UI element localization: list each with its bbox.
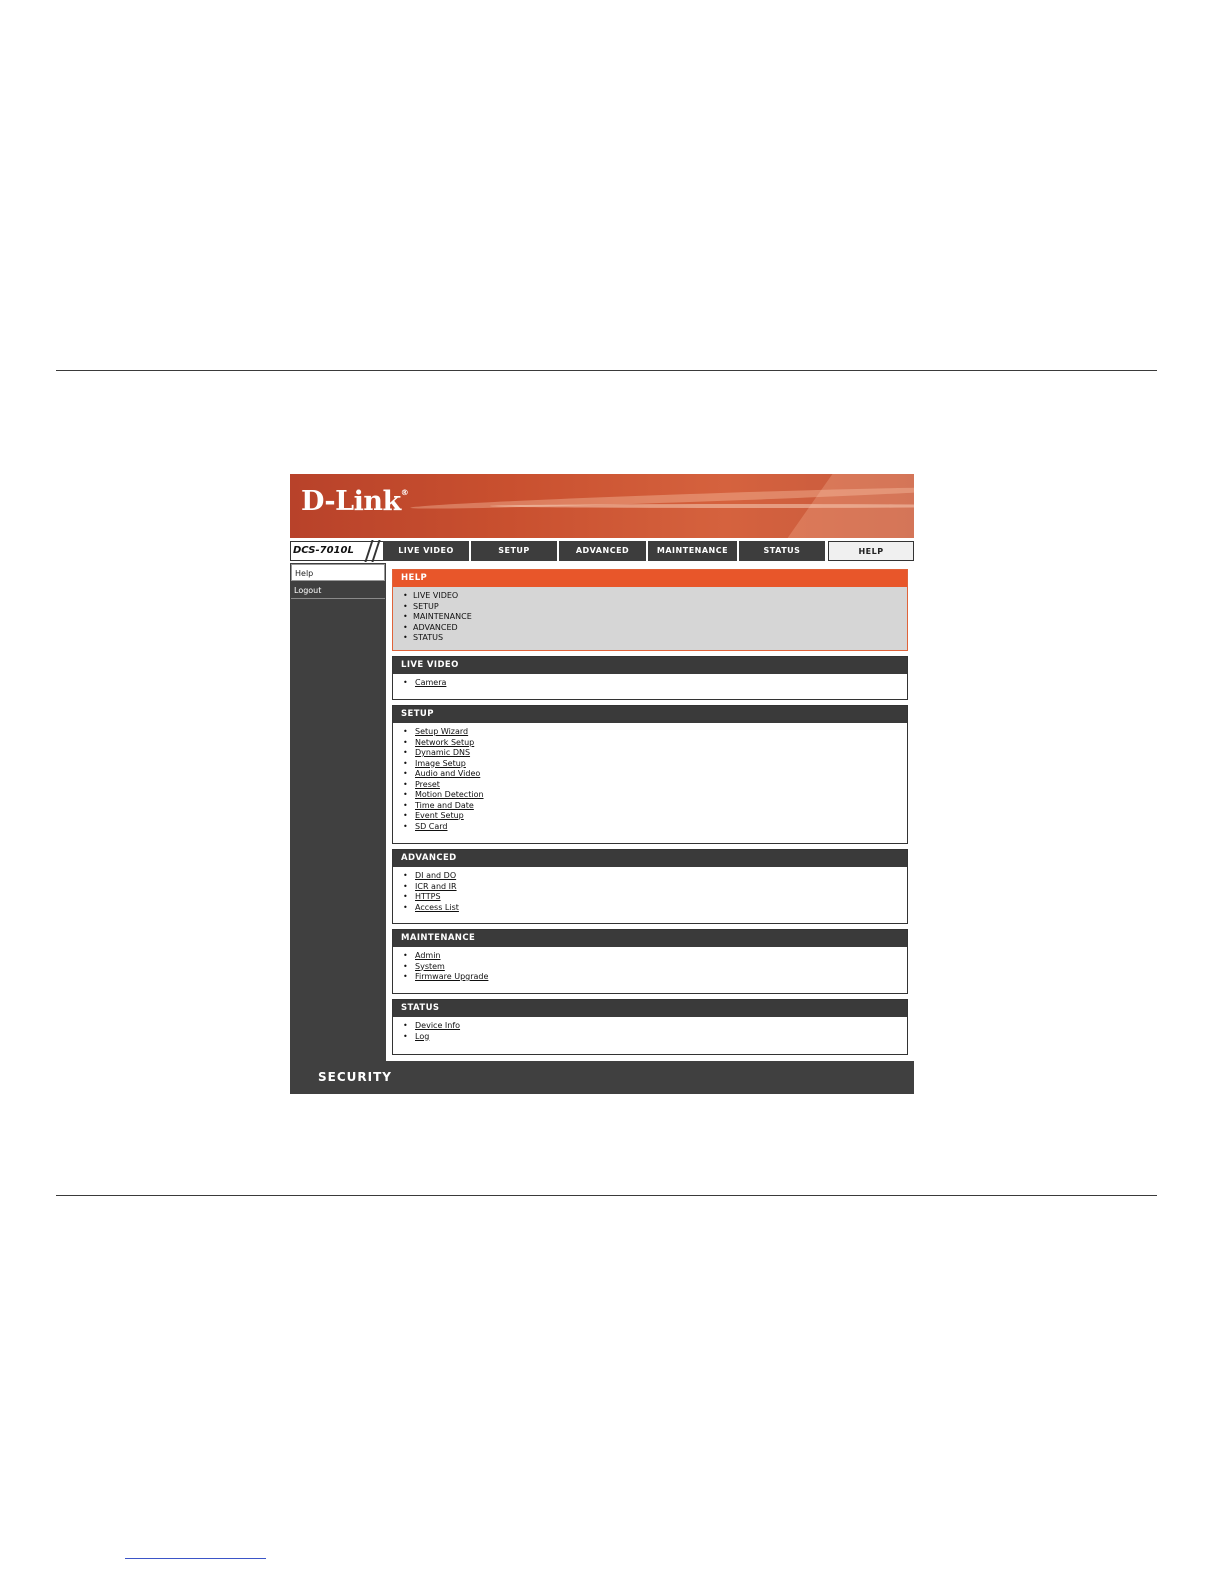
link-camera[interactable]: Camera	[415, 678, 447, 687]
section-title-setup: SETUP	[393, 706, 907, 723]
link-firmware-upgrade[interactable]: Firmware Upgrade	[415, 972, 489, 981]
sidebar-item-logout[interactable]: Logout	[291, 582, 385, 599]
link-log[interactable]: Log	[415, 1031, 430, 1041]
link-dynamic-dns[interactable]: Dynamic DNS	[415, 748, 471, 757]
link-network-setup[interactable]: Network Setup	[415, 737, 475, 747]
link-https[interactable]: HTTPS	[415, 892, 441, 901]
sidebar	[290, 563, 386, 1061]
help-panel-title: HELP	[393, 570, 907, 587]
link-access-list[interactable]: Access List	[415, 902, 459, 912]
live-video-section	[392, 656, 908, 700]
link-di-and-do[interactable]: DI and DO	[415, 871, 457, 880]
link-sd-card[interactable]: SD Card	[415, 821, 448, 831]
section-title-maintenance: MAINTENANCE	[393, 930, 907, 947]
link-event-setup[interactable]: Event Setup	[415, 811, 464, 820]
link-audio-and-video[interactable]: Audio and Video	[415, 769, 481, 778]
link-system[interactable]: System	[415, 961, 445, 971]
section-title-status: STATUS	[393, 1000, 907, 1017]
dlink-banner	[290, 474, 914, 538]
help-list-item: • ADVANCED	[413, 623, 907, 634]
section-title-live-video: LIVE VIDEO	[393, 657, 907, 674]
security-wordmark: SECURITY	[318, 1070, 392, 1084]
tab-status[interactable]: STATUS	[739, 541, 827, 561]
slash-divider-icon	[356, 541, 380, 561]
advanced-section	[392, 849, 908, 924]
link-icr-and-ir[interactable]: ICR and IR	[415, 881, 457, 891]
bottom-divider	[56, 1195, 1157, 1196]
status-section	[392, 999, 908, 1055]
footnote-link-underline	[125, 1558, 266, 1559]
tab-help[interactable]: HELP	[828, 541, 914, 561]
link-device-info[interactable]: Device Info	[415, 1021, 461, 1030]
tab-live-video[interactable]: LIVE VIDEO	[383, 541, 471, 561]
sidebar-item-help[interactable]: Help	[291, 564, 385, 581]
link-setup-wizard[interactable]: Setup Wizard	[415, 727, 469, 736]
help-list-item: • SETUP	[413, 602, 907, 613]
link-admin[interactable]: Admin	[415, 951, 441, 960]
setup-section	[392, 705, 908, 844]
help-summary-panel	[392, 569, 908, 651]
tab-advanced[interactable]: ADVANCED	[559, 541, 648, 561]
help-list-item: • MAINTENANCE	[413, 612, 907, 623]
link-motion-detection[interactable]: Motion Detection	[415, 790, 484, 799]
link-time-and-date[interactable]: Time and Date	[415, 800, 474, 810]
tab-setup[interactable]: SETUP	[471, 541, 559, 561]
top-navigation	[290, 541, 914, 561]
security-footer-bar	[290, 1061, 914, 1094]
link-image-setup[interactable]: Image Setup	[415, 758, 466, 768]
top-divider	[56, 370, 1157, 371]
link-preset[interactable]: Preset	[415, 779, 440, 789]
dlink-logo: D-Link®	[301, 486, 409, 517]
help-list-item: • STATUS	[413, 633, 907, 644]
model-label: DCS-7010L	[290, 541, 386, 561]
camera-web-ui-screenshot	[290, 474, 914, 1094]
section-title-advanced: ADVANCED	[393, 850, 907, 867]
help-list-item: • LIVE VIDEO	[413, 591, 907, 602]
tab-maintenance[interactable]: MAINTENANCE	[648, 541, 739, 561]
maintenance-section	[392, 929, 908, 994]
